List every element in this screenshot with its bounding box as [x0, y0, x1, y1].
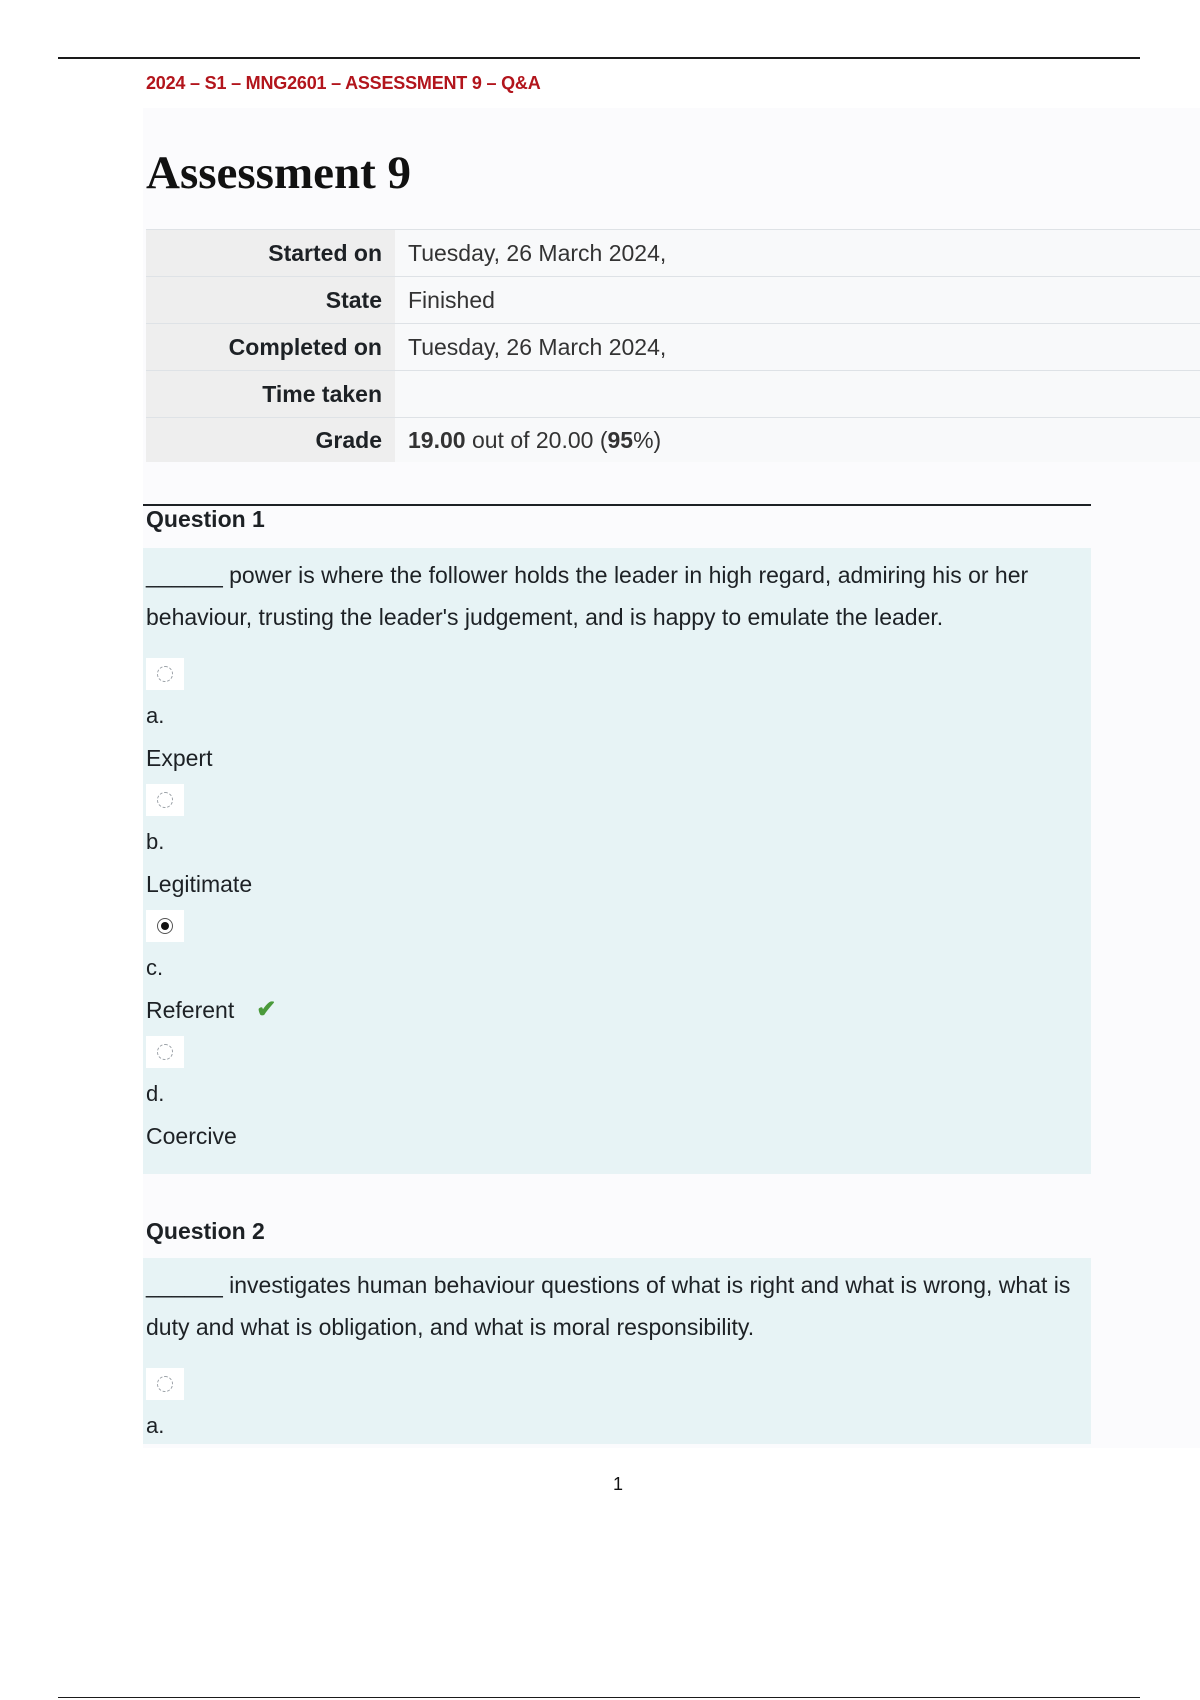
summary-row-grade	[146, 418, 1200, 463]
summary-value	[395, 371, 1200, 418]
option-text	[146, 868, 1091, 900]
option-letter: d.	[146, 1081, 165, 1106]
option-d-radio[interactable]	[146, 1036, 184, 1068]
grade-value	[395, 418, 1200, 463]
grade-percent: 95	[607, 426, 634, 453]
summary-value: Tuesday, 26 March 2024,	[395, 230, 1200, 277]
question-1-body	[143, 548, 1091, 1174]
option-a	[146, 1368, 1091, 1442]
radio-icon	[157, 1044, 173, 1060]
option-label: Expert	[146, 745, 213, 771]
summary-row-time-taken	[146, 371, 1200, 418]
option-letter: a.	[146, 1413, 165, 1438]
summary-row-started	[146, 230, 1200, 277]
option-text	[146, 742, 1091, 774]
option-d	[146, 1036, 1091, 1152]
summary-label: Completed on	[146, 324, 395, 371]
option-a-radio[interactable]	[146, 658, 184, 690]
option-b	[146, 784, 1091, 900]
radio-icon	[157, 792, 173, 808]
document-header: 2024 – S1 – MNG2601 – ASSESSMENT 9 – Q&A	[146, 73, 541, 93]
question-2-text: ______ investigates human behaviour questions of what is right and what is wrong, what is duty and what is obligation, and what is moral responsibility.	[146, 1272, 1071, 1340]
attempt-summary-table	[146, 229, 1200, 462]
option-label: Coercive	[146, 1123, 237, 1149]
option-letter: c.	[146, 955, 164, 980]
option-a-radio[interactable]	[146, 1368, 184, 1400]
grade-score: 19.00	[408, 426, 466, 453]
radio-icon	[157, 666, 173, 682]
option-c-radio[interactable]	[146, 910, 184, 942]
option-text	[146, 1120, 1091, 1152]
bottom-rule	[58, 1697, 1140, 1698]
option-text	[146, 994, 1091, 1026]
option-label: Legitimate	[146, 871, 253, 897]
question-2-body	[143, 1258, 1091, 1444]
summary-label: Started on	[146, 230, 395, 277]
question-1-text: ______ power is where the follower holds the leader in high regard, admiring his or her behaviour, trusting the leader's judgement, and is happy to emulate the leader.	[146, 562, 1029, 630]
page-number: 1	[612, 1474, 623, 1494]
option-c	[146, 910, 1091, 1026]
correct-check-icon: ✔	[256, 996, 277, 1023]
grade-tail: %)	[633, 426, 662, 453]
top-rule	[58, 57, 1140, 59]
option-letter: b.	[146, 829, 165, 854]
question-2-title: Question 2	[146, 1218, 265, 1244]
radio-icon	[157, 1376, 173, 1392]
grade-out-of: out of 20.00 (	[465, 426, 608, 453]
radio-selected-icon	[157, 918, 173, 934]
summary-row-state	[146, 277, 1200, 324]
option-a	[146, 658, 1091, 774]
summary-row-completed	[146, 324, 1200, 371]
summary-label: Grade	[146, 418, 395, 463]
question-divider	[143, 504, 1091, 506]
question-1-title: Question 1	[146, 506, 265, 532]
option-letter: a.	[146, 703, 165, 728]
option-label: Referent	[146, 997, 235, 1023]
summary-label: Time taken	[146, 371, 395, 418]
summary-value: Tuesday, 26 March 2024,	[395, 324, 1200, 371]
question-2-options	[143, 1348, 1091, 1442]
question-1-options	[143, 638, 1091, 1152]
option-b-radio[interactable]	[146, 784, 184, 816]
summary-label: State	[146, 277, 395, 324]
summary-value: Finished	[395, 277, 1200, 324]
page-title: Assessment 9	[146, 147, 412, 199]
